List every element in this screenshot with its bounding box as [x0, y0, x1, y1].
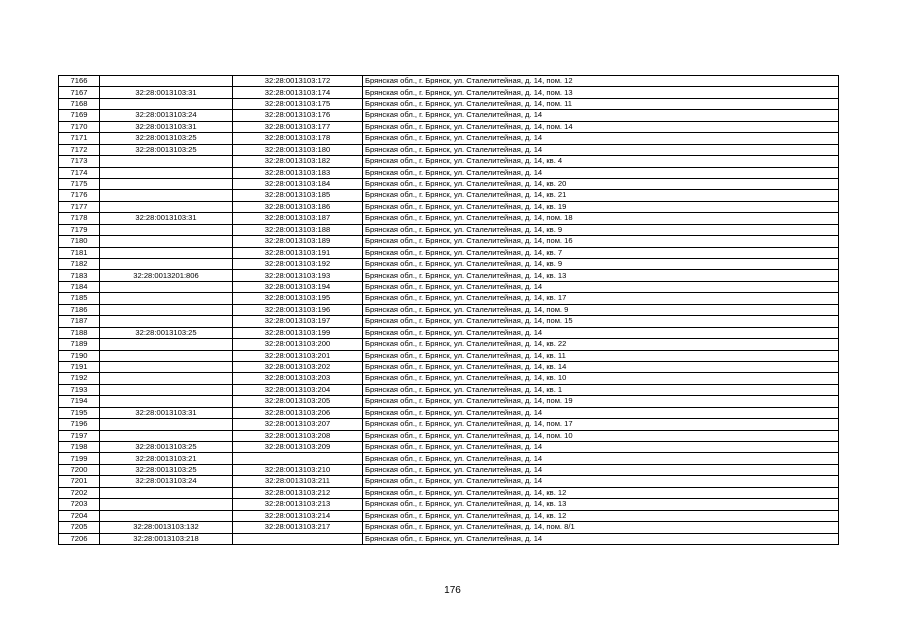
row-number-cell: 7176: [59, 190, 100, 201]
cadastral-number-cell: 32:28:0013103:174: [233, 87, 363, 98]
table-row: [59, 396, 839, 407]
table-row: [59, 76, 839, 87]
row-number-cell: 7185: [59, 293, 100, 304]
address-cell: Брянская обл., г. Брянск, ул. Сталелитейная, д. 14, пом. 16: [363, 236, 839, 247]
cadastral-number-cell: 32:28:0013103:210: [233, 464, 363, 475]
table-row: [59, 510, 839, 521]
table-row: [59, 419, 839, 430]
cadastral-parent-cell: [100, 419, 233, 430]
table-row: [59, 407, 839, 418]
cadastral-parent-cell: [100, 156, 233, 167]
cadastral-parent-cell: [100, 236, 233, 247]
address-cell: Брянская обл., г. Брянск, ул. Сталелитейная, д. 14, пом. 18: [363, 213, 839, 224]
cadastral-parent-cell: [100, 224, 233, 235]
address-cell: Брянская обл., г. Брянск, ул. Сталелитейная, д. 14, кв. 14: [363, 361, 839, 372]
page-number: 176: [444, 585, 461, 596]
row-number-cell: 7201: [59, 476, 100, 487]
address-cell: Брянская обл., г. Брянск, ул. Сталелитейная, д. 14, кв. 9: [363, 259, 839, 270]
cadastral-number-cell: 32:28:0013103:188: [233, 224, 363, 235]
row-number-cell: 7177: [59, 201, 100, 212]
cadastral-number-cell: 32:28:0013103:194: [233, 281, 363, 292]
row-number-cell: 7168: [59, 98, 100, 109]
cadastral-parent-cell: [100, 281, 233, 292]
address-cell: Брянская обл., г. Брянск, ул. Сталелитейная, д. 14: [363, 407, 839, 418]
cadastral-parent-cell: [100, 247, 233, 258]
table-row: [59, 281, 839, 292]
cadastral-parent-cell: [100, 259, 233, 270]
address-cell: Брянская обл., г. Брянск, ул. Сталелитейная, д. 14: [363, 133, 839, 144]
cadastral-parent-cell: [100, 178, 233, 189]
cadastral-number-cell: 32:28:0013103:182: [233, 156, 363, 167]
cadastral-number-cell: 32:28:0013103:189: [233, 236, 363, 247]
row-number-cell: 7167: [59, 87, 100, 98]
row-number-cell: 7206: [59, 533, 100, 544]
table-row: [59, 270, 839, 281]
row-number-cell: 7180: [59, 236, 100, 247]
row-number-cell: 7202: [59, 487, 100, 498]
address-cell: Брянская обл., г. Брянск, ул. Сталелитейная, д. 14: [363, 442, 839, 453]
cadastral-parent-cell: [100, 98, 233, 109]
row-number-cell: 7205: [59, 522, 100, 533]
table-row: [59, 293, 839, 304]
table-row: [59, 178, 839, 189]
cadastral-parent-cell: 32:28:0013103:25: [100, 442, 233, 453]
address-cell: Брянская обл., г. Брянск, ул. Сталелитейная, д. 14, пом. 15: [363, 316, 839, 327]
cadastral-parent-cell: [100, 201, 233, 212]
address-cell: Брянская обл., г. Брянск, ул. Сталелитейная, д. 14, кв. 12: [363, 510, 839, 521]
cadastral-parent-cell: 32:28:0013103:25: [100, 327, 233, 338]
table-row: [59, 384, 839, 395]
row-number-cell: 7204: [59, 510, 100, 521]
cadastral-number-cell: 32:28:0013103:175: [233, 98, 363, 109]
address-cell: Брянская обл., г. Брянск, ул. Сталелитейная, д. 14: [363, 110, 839, 121]
row-number-cell: 7191: [59, 361, 100, 372]
table-row: [59, 304, 839, 315]
address-cell: Брянская обл., г. Брянск, ул. Сталелитейная, д. 14: [363, 327, 839, 338]
cadastral-number-cell: 32:28:0013103:183: [233, 167, 363, 178]
cadastral-number-cell: 32:28:0013103:187: [233, 213, 363, 224]
table-row: [59, 316, 839, 327]
table-row: [59, 190, 839, 201]
cadastral-number-cell: 32:28:0013103:212: [233, 487, 363, 498]
row-number-cell: 7183: [59, 270, 100, 281]
table-row: [59, 133, 839, 144]
address-cell: Брянская обл., г. Брянск, ул. Сталелитейная, д. 14, кв. 11: [363, 350, 839, 361]
cadastral-parent-cell: [100, 350, 233, 361]
cadastral-parent-cell: 32:28:0013103:21: [100, 453, 233, 464]
cadastral-number-cell: 32:28:0013103:176: [233, 110, 363, 121]
cadastral-parent-cell: [100, 396, 233, 407]
row-number-cell: 7196: [59, 419, 100, 430]
row-number-cell: 7169: [59, 110, 100, 121]
table-row: [59, 110, 839, 121]
row-number-cell: 7189: [59, 339, 100, 350]
cadastral-parent-cell: [100, 293, 233, 304]
row-number-cell: 7193: [59, 384, 100, 395]
cadastral-number-cell: 32:28:0013103:211: [233, 476, 363, 487]
address-cell: Брянская обл., г. Брянск, ул. Сталелитейная, д. 14, кв. 19: [363, 201, 839, 212]
cadastral-parent-cell: 32:28:0013103:31: [100, 87, 233, 98]
table-row: [59, 259, 839, 270]
row-number-cell: 7182: [59, 259, 100, 270]
cadastral-parent-cell: 32:28:0013103:25: [100, 144, 233, 155]
row-number-cell: 7194: [59, 396, 100, 407]
address-cell: Брянская обл., г. Брянск, ул. Сталелитейная, д. 14, пом. 19: [363, 396, 839, 407]
cadastral-number-cell: 32:28:0013103:185: [233, 190, 363, 201]
address-cell: Брянская обл., г. Брянск, ул. Сталелитейная, д. 14, пом. 14: [363, 121, 839, 132]
table-row: [59, 327, 839, 338]
table-row: [59, 224, 839, 235]
address-cell: Брянская обл., г. Брянск, ул. Сталелитейная, д. 14: [363, 533, 839, 544]
cadastral-parent-cell: 32:28:0013103:31: [100, 407, 233, 418]
address-cell: Брянская обл., г. Брянск, ул. Сталелитейная, д. 14, пом. 12: [363, 76, 839, 87]
cadastral-number-cell: 32:28:0013103:196: [233, 304, 363, 315]
row-number-cell: 7192: [59, 373, 100, 384]
address-cell: Брянская обл., г. Брянск, ул. Сталелитейная, д. 14, кв. 13: [363, 499, 839, 510]
row-number-cell: 7171: [59, 133, 100, 144]
address-cell: Брянская обл., г. Брянск, ул. Сталелитейная, д. 14, кв. 12: [363, 487, 839, 498]
table-row: [59, 350, 839, 361]
cadastral-parent-cell: 32:28:0013201:806: [100, 270, 233, 281]
cadastral-number-cell: [233, 533, 363, 544]
cadastral-number-cell: 32:28:0013103:195: [233, 293, 363, 304]
cadastral-number-cell: 32:28:0013103:204: [233, 384, 363, 395]
cadastral-number-cell: 32:28:0013103:191: [233, 247, 363, 258]
cadastral-parent-cell: [100, 487, 233, 498]
cadastral-parent-cell: [100, 339, 233, 350]
row-number-cell: 7186: [59, 304, 100, 315]
address-cell: Брянская обл., г. Брянск, ул. Сталелитейная, д. 14, пом. 9: [363, 304, 839, 315]
table-row: [59, 236, 839, 247]
address-cell: Брянская обл., г. Брянск, ул. Сталелитейная, д. 14, пом. 10: [363, 430, 839, 441]
table-row: [59, 442, 839, 453]
cadastral-parent-cell: 32:28:0013103:31: [100, 213, 233, 224]
cadastral-parent-cell: 32:28:0013103:132: [100, 522, 233, 533]
address-cell: Брянская обл., г. Брянск, ул. Сталелитейная, д. 14: [363, 167, 839, 178]
cadastral-parent-cell: 32:28:0013103:25: [100, 133, 233, 144]
address-cell: Брянская обл., г. Брянск, ул. Сталелитейная, д. 14, кв. 10: [363, 373, 839, 384]
cadastral-parent-cell: 32:28:0013103:25: [100, 464, 233, 475]
cadastral-number-cell: [233, 453, 363, 464]
table-row: [59, 247, 839, 258]
cadastral-parent-cell: [100, 304, 233, 315]
table-row: [59, 373, 839, 384]
cadastral-number-cell: 32:28:0013103:180: [233, 144, 363, 155]
cadastral-parent-cell: [100, 76, 233, 87]
cadastral-parent-cell: 32:28:0013103:24: [100, 110, 233, 121]
cadastral-number-cell: 32:28:0013103:214: [233, 510, 363, 521]
table-row: [59, 430, 839, 441]
table-row: [59, 464, 839, 475]
cadastral-number-cell: 32:28:0013103:200: [233, 339, 363, 350]
table-row: [59, 156, 839, 167]
cadastral-number-cell: 32:28:0013103:201: [233, 350, 363, 361]
cadastral-parent-cell: [100, 190, 233, 201]
address-cell: Брянская обл., г. Брянск, ул. Сталелитейная, д. 14, кв. 13: [363, 270, 839, 281]
table-row: [59, 167, 839, 178]
table-row: [59, 453, 839, 464]
row-number-cell: 7173: [59, 156, 100, 167]
table-row: [59, 201, 839, 212]
cadastral-number-cell: 32:28:0013103:192: [233, 259, 363, 270]
table-row: [59, 476, 839, 487]
cadastral-number-cell: 32:28:0013103:184: [233, 178, 363, 189]
table-row: [59, 144, 839, 155]
cadastral-number-cell: 32:28:0013103:209: [233, 442, 363, 453]
row-number-cell: 7190: [59, 350, 100, 361]
row-number-cell: 7172: [59, 144, 100, 155]
address-cell: Брянская обл., г. Брянск, ул. Сталелитейная, д. 14, пом. 17: [363, 419, 839, 430]
row-number-cell: 7184: [59, 281, 100, 292]
cadastral-parent-cell: [100, 316, 233, 327]
address-cell: Брянская обл., г. Брянск, ул. Сталелитейная, д. 14: [363, 476, 839, 487]
cadastral-parent-cell: 32:28:0013103:24: [100, 476, 233, 487]
table-row: [59, 339, 839, 350]
cadastral-parent-cell: [100, 384, 233, 395]
row-number-cell: 7199: [59, 453, 100, 464]
cadastral-parent-cell: 32:28:0013103:31: [100, 121, 233, 132]
table-row: [59, 98, 839, 109]
cadastral-parent-cell: [100, 361, 233, 372]
address-cell: Брянская обл., г. Брянск, ул. Сталелитейная, д. 14: [363, 453, 839, 464]
cadastral-number-cell: 32:28:0013103:213: [233, 499, 363, 510]
row-number-cell: 7178: [59, 213, 100, 224]
address-cell: Брянская обл., г. Брянск, ул. Сталелитейная, д. 14, кв. 17: [363, 293, 839, 304]
row-number-cell: 7179: [59, 224, 100, 235]
cadastral-parent-cell: [100, 499, 233, 510]
address-cell: Брянская обл., г. Брянск, ул. Сталелитейная, д. 14, кв. 7: [363, 247, 839, 258]
table-row: [59, 87, 839, 98]
property-table: [58, 75, 839, 545]
cadastral-number-cell: 32:28:0013103:177: [233, 121, 363, 132]
cadastral-parent-cell: [100, 167, 233, 178]
cadastral-number-cell: 32:28:0013103:202: [233, 361, 363, 372]
address-cell: Брянская обл., г. Брянск, ул. Сталелитейная, д. 14, кв. 1: [363, 384, 839, 395]
address-cell: Брянская обл., г. Брянск, ул. Сталелитейная, д. 14, кв. 21: [363, 190, 839, 201]
cadastral-parent-cell: [100, 373, 233, 384]
address-cell: Брянская обл., г. Брянск, ул. Сталелитейная, д. 14, пом. 11: [363, 98, 839, 109]
row-number-cell: 7175: [59, 178, 100, 189]
cadastral-number-cell: 32:28:0013103:207: [233, 419, 363, 430]
table-row: [59, 487, 839, 498]
address-cell: Брянская обл., г. Брянск, ул. Сталелитейная, д. 14: [363, 464, 839, 475]
cadastral-parent-cell: [100, 430, 233, 441]
row-number-cell: 7197: [59, 430, 100, 441]
table-row: [59, 361, 839, 372]
cadastral-number-cell: 32:28:0013103:205: [233, 396, 363, 407]
address-cell: Брянская обл., г. Брянск, ул. Сталелитейная, д. 14, пом. 8/1: [363, 522, 839, 533]
row-number-cell: 7166: [59, 76, 100, 87]
row-number-cell: 7198: [59, 442, 100, 453]
cadastral-parent-cell: 32:28:0013103:218: [100, 533, 233, 544]
cadastral-number-cell: 32:28:0013103:197: [233, 316, 363, 327]
table-row: [59, 121, 839, 132]
property-table-body: [59, 76, 839, 545]
row-number-cell: 7188: [59, 327, 100, 338]
row-number-cell: 7174: [59, 167, 100, 178]
address-cell: Брянская обл., г. Брянск, ул. Сталелитейная, д. 14, кв. 20: [363, 178, 839, 189]
cadastral-number-cell: 32:28:0013103:208: [233, 430, 363, 441]
cadastral-number-cell: 32:28:0013103:203: [233, 373, 363, 384]
cadastral-number-cell: 32:28:0013103:199: [233, 327, 363, 338]
address-cell: Брянская обл., г. Брянск, ул. Сталелитейная, д. 14: [363, 144, 839, 155]
address-cell: Брянская обл., г. Брянск, ул. Сталелитейная, д. 14, кв. 9: [363, 224, 839, 235]
row-number-cell: 7181: [59, 247, 100, 258]
address-cell: Брянская обл., г. Брянск, ул. Сталелитейная, д. 14, кв. 22: [363, 339, 839, 350]
address-cell: Брянская обл., г. Брянск, ул. Сталелитейная, д. 14, пом. 13: [363, 87, 839, 98]
cadastral-parent-cell: [100, 510, 233, 521]
table-row: [59, 499, 839, 510]
row-number-cell: 7200: [59, 464, 100, 475]
cadastral-number-cell: 32:28:0013103:193: [233, 270, 363, 281]
row-number-cell: 7170: [59, 121, 100, 132]
table-row: [59, 213, 839, 224]
row-number-cell: 7203: [59, 499, 100, 510]
row-number-cell: 7187: [59, 316, 100, 327]
cadastral-number-cell: 32:28:0013103:178: [233, 133, 363, 144]
address-cell: Брянская обл., г. Брянск, ул. Сталелитейная, д. 14: [363, 281, 839, 292]
row-number-cell: 7195: [59, 407, 100, 418]
table-row: [59, 522, 839, 533]
table-row: [59, 533, 839, 544]
cadastral-number-cell: 32:28:0013103:172: [233, 76, 363, 87]
cadastral-number-cell: 32:28:0013103:217: [233, 522, 363, 533]
cadastral-number-cell: 32:28:0013103:186: [233, 201, 363, 212]
address-cell: Брянская обл., г. Брянск, ул. Сталелитейная, д. 14, кв. 4: [363, 156, 839, 167]
cadastral-number-cell: 32:28:0013103:206: [233, 407, 363, 418]
